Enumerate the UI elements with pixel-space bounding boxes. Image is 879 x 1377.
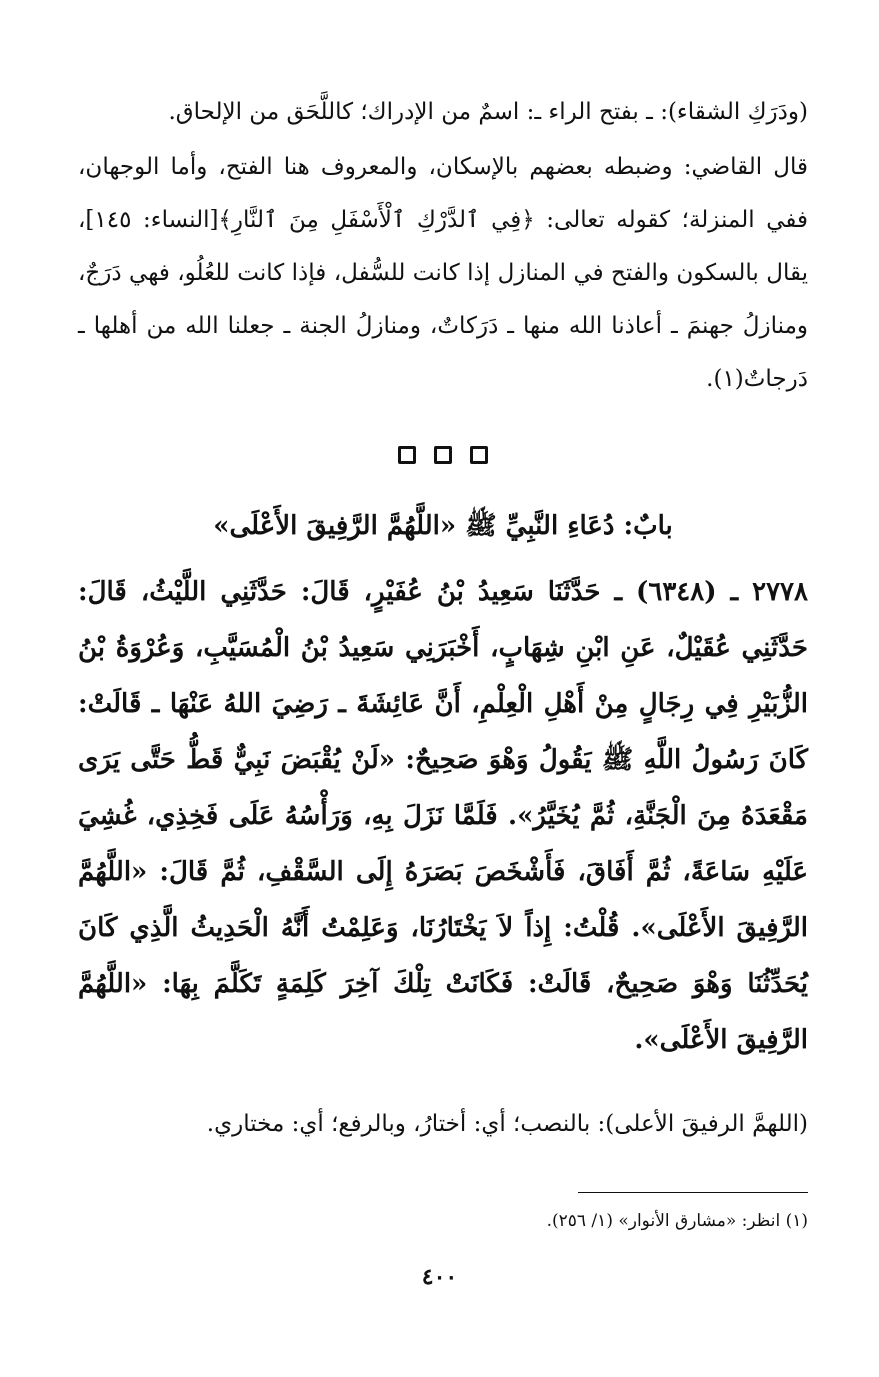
divider-square-icon — [398, 446, 416, 464]
divider-square-icon — [470, 446, 488, 464]
footnote-divider — [578, 1192, 808, 1193]
section-divider — [78, 436, 808, 472]
chapter-title: بابٌ: دُعَاءِ النَّبِيِّ ﷺ «اللَّهُمَّ الرَّفِيقَ الأَعْلَى» — [213, 511, 673, 541]
hadith-text: ٢٧٧٨ ـ (٦٣٤٨) ـ حَدَّثَنَا سَعِيدُ بْنُ عُفَيْرٍ، قَالَ: حَدَّثَنِي اللَّيْثُ، قَالَ: حَدَّثَنِي عُقَيْلٌ، عَنِ ابْنِ شِهَابٍ، أَخْبَرَنِي سَعِيدُ بْنُ الْمُسَيَّبِ، وَعُرْوَةُ بْنُ الزُّبَيْرِ فِي رِجَالٍ مِنْ أَهْلِ الْعِلْمِ، أَنَّ عَائِشَةَ ـ رَضِيَ اللهُ عَنْهَا ـ قَالَتْ: كَانَ رَسُولُ اللَّهِ ﷺ يَقُولُ وَهْوَ صَحِيحٌ: «لَنْ يُقْبَضَ نَبِيٌّ قَطُّ حَتَّى يَرَى مَقْعَدَهُ مِنَ الْجَنَّةِ، ثُمَّ يُخَيَّرُ». فَلَمَّا نَزَلَ بِهِ، وَرَأْسُهُ عَلَى فَخِذِي، غُشِيَ عَلَيْهِ سَاعَةً، ثُمَّ أَفَاقَ، فَأَشْخَصَ بَصَرَهُ إِلَى السَّقْفِ، ثُمَّ قَالَ: «اللَّهُمَّ الرَّفِيقَ الأَعْلَى». قُلْتُ: إِذاً لاَ يَخْتَارُنَا، وَعَلِمْتُ أَنَّهُ الْحَدِيثُ الَّذِي كَانَ يُحَدِّثُنَا وَهْوَ صَحِيحٌ، قَالَتْ: فَكَانَتْ تِلْكَ آخِرَ كَلِمَةٍ تَكَلَّمَ بِهَا: «اللَّهُمَّ الرَّفِيقَ الأَعْلَى». — [78, 577, 808, 1055]
intro-line: (ودَرَكِ الشقاء): ـ بفتح الراء ـ: اسمٌ من الإدراك؛ كاللَّحَق من الإلحاق. — [168, 99, 808, 125]
page-body — [78, 86, 808, 1235]
intro-paragraph: قال القاضي: وضبطه بعضهم بالإسكان، والمعروف هنا الفتح، وأما الوجهان، ففي المنزلة؛ كقوله تعالى: ﴿فِي ٱلدَّرْكِ ٱلْأَسْفَلِ مِنَ ٱلنَّارِ﴾[النساء: ١٤٥]، يقال بالسكون والفتح في المنازل إذا كانت للسُّفل، فإذا كانت للعُلُو، فهي دَرَجٌ، ومنازلُ جهنمَ ـ أعاذنا الله منها ـ دَرَكاتٌ، ومنازلُ الجنة ـ جعلنا الله من أهلها ـ دَرجاتٌ(١). — [78, 154, 808, 392]
page-number: ٤٠٠ — [421, 1264, 458, 1290]
divider-square-icon — [434, 446, 452, 464]
commentary-text: (اللهمَّ الرفيقَ الأعلى): بالنصب؛ أي: أختارُ، وبالرفع؛ أي: مختاري. — [206, 1111, 808, 1137]
footnote: (١) انظر: «مشارق الأنوار» (١/ ٢٥٦). — [546, 1211, 808, 1231]
